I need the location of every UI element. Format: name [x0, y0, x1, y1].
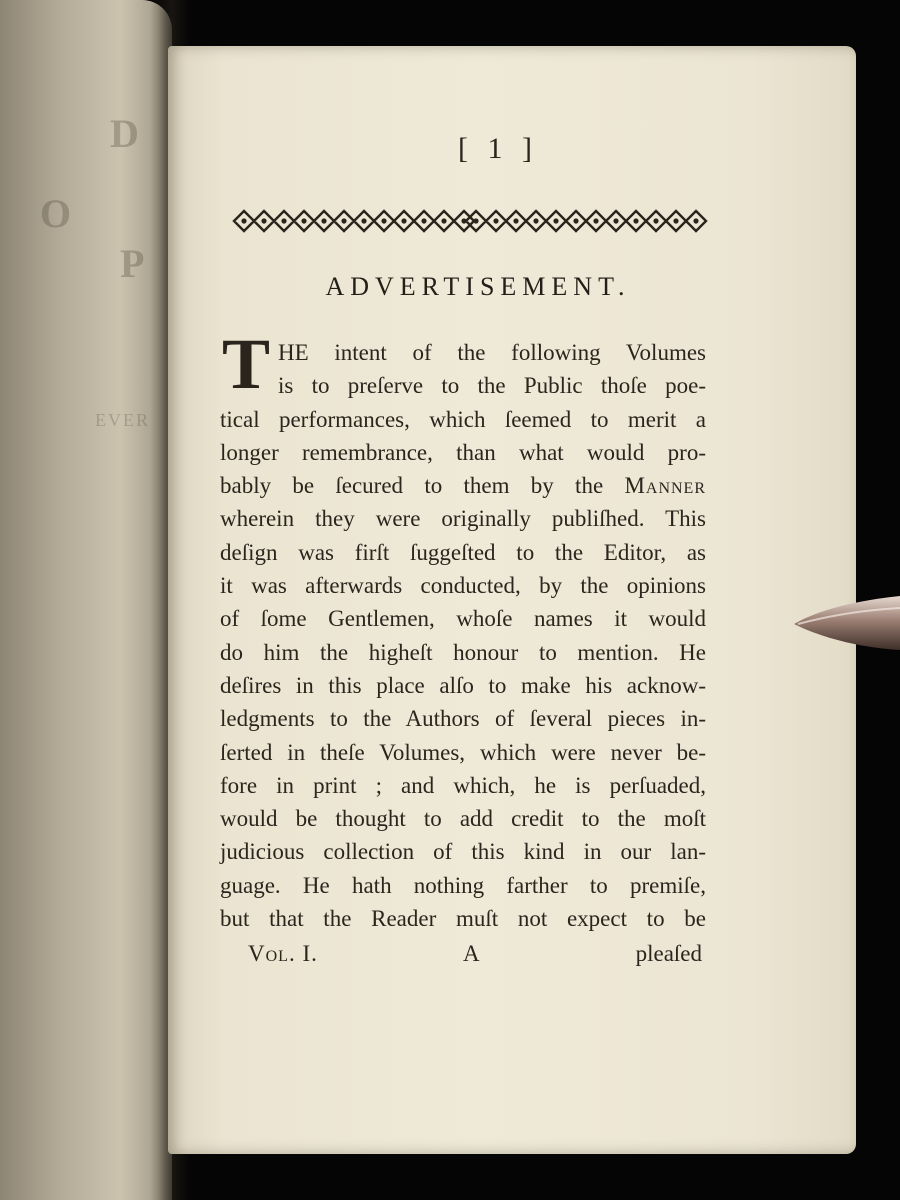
- volume-mark: Vol. I.: [248, 941, 318, 966]
- right-page: [168, 46, 856, 1154]
- text-line: do him the higheſt honour to mention. He: [220, 639, 706, 665]
- text-line: wherein they were originally publiſhed. This: [220, 506, 706, 532]
- bookmark-pointer: [792, 594, 900, 654]
- signature-mark: A: [463, 941, 480, 966]
- show-through-glyph: O: [40, 191, 72, 236]
- page-number: [ 1 ]: [458, 132, 538, 165]
- text-line: HE intent of the following Volumes: [278, 340, 706, 365]
- text-line: it was afterwards conducted, by the opinions: [220, 573, 706, 599]
- catchword: pleaſed: [635, 941, 702, 966]
- text-line: but that the Reader muſt not expect to be: [220, 906, 706, 932]
- ornament-border: [230, 206, 710, 236]
- text-line: [220, 469, 706, 502]
- text-line: longer remembrance, than what would pro-: [220, 439, 706, 465]
- text-line: would be thought to add credit to the moſt: [220, 806, 706, 832]
- text-line-part: bably be ſecured to them by the: [220, 473, 604, 499]
- show-through-glyph: EVER: [95, 410, 150, 430]
- drop-cap: T: [222, 324, 271, 404]
- text-line: ledgments to the Authors of ſeveral pieces in-: [220, 706, 706, 732]
- show-through-glyph: D: [110, 111, 139, 156]
- text-line: of ſome Gentlemen, whoſe names it would: [220, 606, 706, 632]
- text-line: fore in print ; and which, he is perſuaded,: [220, 772, 706, 798]
- text-line: guage. He hath nothing farther to premiſe,: [220, 872, 706, 898]
- small-caps-word: Manner: [624, 473, 706, 499]
- show-through-glyph: P: [120, 241, 145, 286]
- text-line: is to preſerve to the Public thoſe poe-: [278, 373, 706, 399]
- page-footer: [248, 941, 702, 975]
- text-line: tical performances, which ſeemed to merit a: [220, 406, 706, 432]
- text-line: ſerted in theſe Volumes, which were never be-: [220, 739, 706, 765]
- text-line: judicious collection of this kind in our lan-: [220, 839, 706, 865]
- text-line: deſign was firſt ſuggeſted to the Editor, as: [220, 539, 706, 565]
- body-text: [220, 324, 706, 935]
- page-heading: ADVERTISEMENT.: [325, 272, 631, 301]
- text-line: deſires in this place alſo to make his acknow-: [220, 672, 706, 698]
- left-facing-page: [0, 0, 172, 1200]
